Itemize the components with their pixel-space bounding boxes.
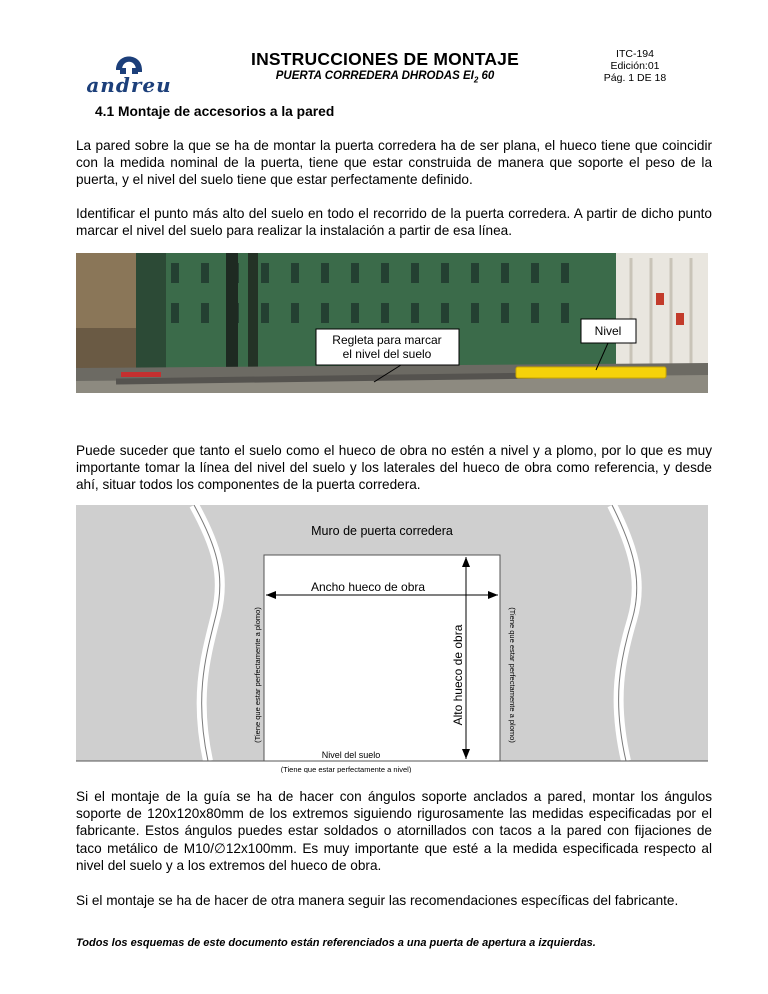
callout-regleta-line1: Regleta para marcar [332, 333, 442, 347]
section-heading: 4.1 Montaje de accesorios a la pared [95, 104, 335, 119]
paragraph-5: Si el montaje se ha de hacer de otra manera seguir las recomendaciones específicas del fabricante. [76, 893, 679, 908]
level-note: (Tiene que estar perfectamente a nivel) [280, 765, 412, 773]
logo-wordmark: andreu [86, 73, 172, 97]
footer-note: Todos los esquemas de este documento están referenciados a una puerta de apertura a izquierdas. [76, 937, 596, 949]
height-label: Alto hueco de obra [451, 624, 465, 726]
callout-regleta-line2: el nivel del suelo [342, 347, 432, 361]
document-subtitle: PUERTA CORREDERA DHRODAS $EI_2$ 60 [275, 70, 495, 85]
document-title: INSTRUCCIONES DE MONTAJE [251, 49, 519, 69]
installation-photo [76, 253, 708, 393]
wall-opening-diagram [76, 505, 708, 773]
doc-page: Pág. 1 DE 18 [603, 72, 667, 84]
doc-code: ITC-194 [616, 48, 654, 60]
floor-label: Nivel del suelo [321, 750, 381, 760]
wall-label: Muro de puerta corredera [311, 524, 453, 538]
document-meta [585, 48, 685, 84]
plumb-note-left: (Tiene que estar perfectamente a plomo) [253, 607, 262, 743]
callout-nivel: Nivel [594, 324, 622, 338]
plumb-note-right: (Tiene que estar perfectamente a plomo) [508, 607, 517, 743]
paragraph-4: Si el montaje de la guía se ha de hacer con ángulos soporte anclados a pared, montar los ángulos soporte de 120x120x80mm de los extremos siguiendo rigurosamente las medidas especificadas por el fabricante. Estos ángulos puedes estar soldados o atornillados con tacos a la pared con fijaciones de taco metálico de M10/∅12x100mm. Es muy importante que esté a la medida especificada respecto al nivel del suelo y a los extremos del hueco de obra. [76, 789, 712, 873]
paragraph-1: La pared sobre la que se ha de montar la puerta corredera ha de ser plana, el hueco tiene que coincidir con la medida nominal de la puerta, tiene que estar construida de manera que soporte el peso de la puerta, y el nivel del suelo tiene que estar perfectamente definido. [76, 138, 712, 188]
paragraph-3: Puede suceder que tanto el suelo como el hueco de obra no estén a nivel y a plomo, por lo que es muy importante tomar la línea del nivel del suelo y los laterales del hueco de obra como referencia, y desde ahí, situar todos los componentes de la puerta corredera. [76, 443, 712, 493]
doc-edition: Edición:01 [610, 60, 660, 72]
width-label: Ancho hueco de obra [310, 580, 426, 594]
paragraph-2: Identificar el punto más alto del suelo en todo el recorrido de la puerta corredera. A partir de dicho punto marcar el nivel del suelo para realizar la instalación a partir de esa línea. [76, 206, 712, 239]
